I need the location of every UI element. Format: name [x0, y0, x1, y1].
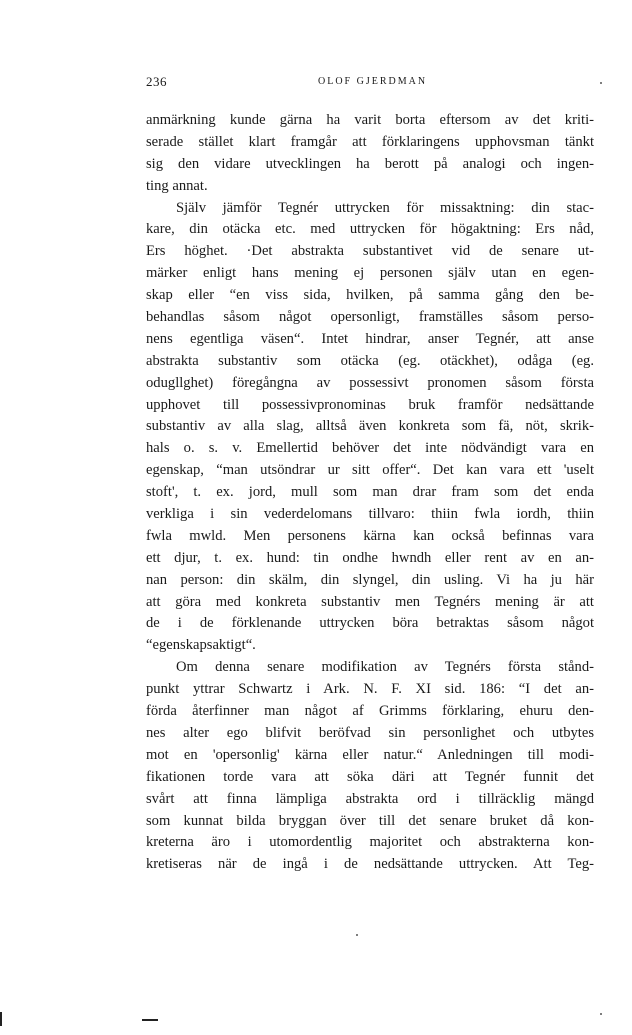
- text-line: ting annat.: [146, 177, 208, 194]
- text-line: förda återfinner man något af Grimms förklaring, ehuru den-: [146, 703, 594, 720]
- text-line: sig den vidare utvecklingen ha berott på analogi och ingen-: [146, 155, 594, 172]
- text-line: skap eller “en viss sida, hvilken, på samma gång den be-: [146, 287, 594, 304]
- footer-rule: [142, 1019, 158, 1021]
- text-line: kretiseras när de ingå i de nedsättande uttrycken. Att Teg-: [146, 856, 594, 873]
- scan-speck: [600, 82, 602, 84]
- page-header: [146, 74, 594, 94]
- text-line: de i de förklenande uttrycken böra betraktas såsom något: [146, 615, 594, 632]
- text-line: abstrakta substantiv som otäcka (eg. otäckhet), odåga (eg.: [146, 352, 594, 369]
- text-line: fikationen torde vara att söka däri att Tegnér funnit det: [146, 768, 594, 785]
- text-line: som kunnat bilda bryggan över till det senare bruket då kon-: [146, 812, 594, 829]
- text-line: Ers höghet. ·Det abstrakta substantivet vid de senare ut-: [146, 243, 594, 260]
- scan-speck: [600, 1013, 602, 1015]
- scan-speck: [356, 934, 358, 936]
- body-text: [146, 110, 594, 876]
- text-line: fwla mwld. Men personens kärna kan också befinnas vara: [146, 527, 594, 544]
- text-line: märker enligt hans mening ej personen själv utan en egen-: [146, 265, 594, 282]
- text-line: serade stället klart framgår att förklaringens upphovsman tänkt: [146, 133, 594, 150]
- text-line: “egenskapsaktigt“.: [146, 637, 256, 654]
- text-line: ett djur, t. ex. hund: tin ondhe hwndh eller rent av en an-: [146, 549, 594, 566]
- text-line: upphovet till possessivpronominas bruk framför nedsättande: [146, 396, 594, 413]
- text-line: kare, din otäcka etc. med uttrycken för högaktning: Ers nåd,: [146, 221, 594, 238]
- text-line: stoft', t. ex. jord, mull som man drar fram som det enda: [146, 484, 594, 501]
- text-line: egenskap, “man utsöndrar ur sitt offer“. Det kan vara ett 'uselt: [146, 462, 594, 479]
- text-line: substantiv av alla slag, alltså även konkreta som fä, nöt, skrik-: [146, 418, 594, 435]
- text-line: kreterna äro i utomordentlig majoritet och abstrakterna kon-: [146, 834, 594, 851]
- paragraph-start-line: Själv jämför Tegnér uttrycken för missaktning: din stac-: [176, 199, 594, 216]
- text-line: odugllghet) föregångna av possessivt pronomen såsom första: [146, 374, 594, 391]
- text-line: hals o. s. v. Emellertid behöver det inte nödvändigt vara en: [146, 440, 594, 457]
- scan-edge-mark: [0, 1012, 8, 1026]
- text-line: mot en 'opersonlig' kärna eller natur.“ Anledningen till modi-: [146, 746, 594, 763]
- text-line: verkliga i sin vederdelomans tillvaro: thiin fwla iordh, thiin: [146, 506, 594, 523]
- running-head: OLOF GJERDMAN: [318, 76, 428, 87]
- paragraph-start-line: Om denna senare modifikation av Tegnérs första stånd-: [176, 659, 594, 676]
- text-line: nes alter ego blifvit beröfvad sin personlighet och utbytes: [146, 724, 594, 741]
- text-line: nan person: din skälm, din slyngel, din usling. Vi ha ju här: [146, 571, 594, 588]
- text-line: behandlas såsom något opersonligt, framställes såsom perso-: [146, 309, 594, 326]
- text-line: svårt att finna lämpliga abstrakta ord i tillräcklig mängd: [146, 790, 594, 807]
- text-line: punkt yttrar Schwartz i Ark. N. F. XI sid. 186: “I det an-: [146, 681, 594, 698]
- page-number: 236: [146, 74, 167, 89]
- text-line: nens egentliga väsen“. Intet hindrar, anser Tegnér, att anse: [146, 330, 594, 347]
- text-line: anmärkning kunde gärna ha varit borta eftersom av det kriti-: [146, 112, 594, 128]
- text-line: att göra med konkreta substantiv men Tegnérs mening är att: [146, 593, 594, 610]
